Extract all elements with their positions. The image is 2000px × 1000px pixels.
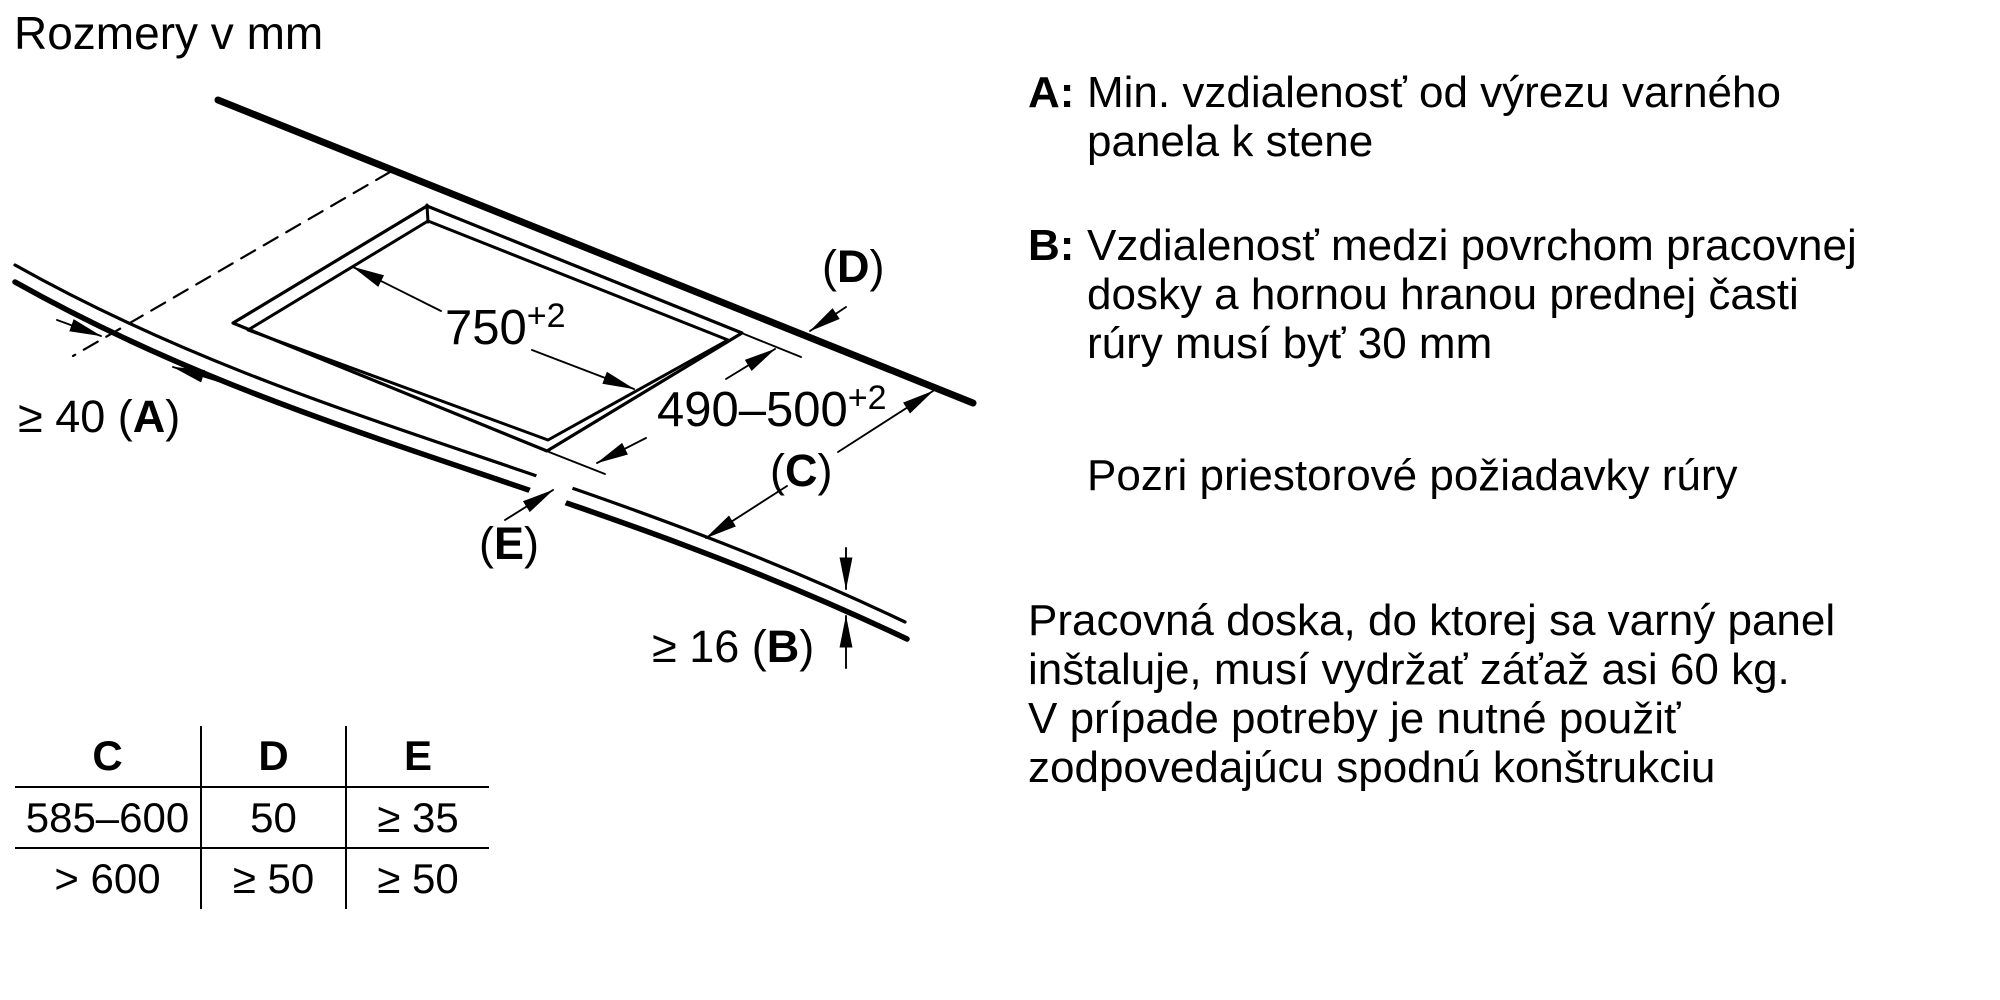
cutout-depth-tolerance: +2 (847, 379, 887, 417)
reference-label-c: (C) (770, 445, 833, 496)
cutout-depth-value: 490–500 (657, 383, 848, 437)
table-header-c: C (15, 726, 201, 787)
load-note-line: zodpovedajúcu spodnú konštrukciu (1028, 743, 1716, 792)
note-b (1028, 221, 1857, 368)
note-b-line: dosky a hornou hranou prednej časti (1087, 270, 1799, 319)
load-note-line: V prípade potreby je nutné použiť (1028, 694, 1681, 743)
table-header-d: D (201, 726, 346, 787)
label-d-arrow (810, 307, 846, 331)
cutout-width-tolerance: +2 (526, 297, 566, 335)
extension-line-right-corner (744, 334, 801, 357)
load-capacity-note (1028, 596, 1835, 792)
note-a (1028, 68, 1781, 166)
note-b-label: B: (1028, 221, 1075, 270)
table-row (15, 787, 489, 848)
depth-dim-arrow-upper (726, 349, 775, 379)
load-note-line: inštaluje, musí vydržať záťaž asi 60 kg. (1028, 645, 1790, 694)
cutout-extension-dashed-line (73, 172, 390, 356)
worktop-thickness-label: ≥ 16 (B) (652, 621, 815, 672)
oven-space-note: Pozri priestorové požiadavky rúry (1087, 451, 1738, 500)
note-a-line: panela k stene (1087, 117, 1374, 166)
table-cell: ≥ 50 (346, 848, 489, 909)
load-note-line: Pracovná doska, do ktorej sa varný panel (1028, 596, 1836, 645)
note-b-line: rúry musí byť 30 mm (1087, 319, 1493, 368)
table-cell: 585–600 (15, 787, 201, 848)
table-cell: ≥ 35 (346, 787, 489, 848)
note-a-line: Min. vzdialenosť od výrezu varného (1087, 68, 1781, 117)
note-a-label: A: (1028, 68, 1075, 117)
width-dim-arrow-left (353, 267, 441, 311)
table-header-e: E (346, 726, 489, 787)
depth-dim-arrow-lower (597, 438, 646, 463)
wall-clearance-label: ≥ 40 (A) (18, 391, 181, 442)
cutout-width-dimension (445, 299, 566, 353)
reference-label-d: (D) (822, 241, 885, 292)
table-cell: > 600 (54, 855, 161, 902)
cutout-depth-tick (427, 205, 428, 222)
cutout-depth-dimension (657, 381, 887, 435)
note-b-line: Vzdialenosť medzi povrchom pracovnej (1087, 221, 1857, 270)
table-row (15, 848, 489, 909)
cutout-width-value: 750 (445, 301, 527, 355)
dimension-spec-table (15, 726, 489, 909)
reference-label-e: (E) (479, 518, 540, 569)
table-cell: ≥ 50 (201, 848, 346, 909)
table-header-row (15, 726, 489, 787)
table-cell: 50 (201, 787, 346, 848)
page-title: Rozmery v mm (14, 7, 324, 59)
width-dim-arrow-right (532, 350, 634, 389)
